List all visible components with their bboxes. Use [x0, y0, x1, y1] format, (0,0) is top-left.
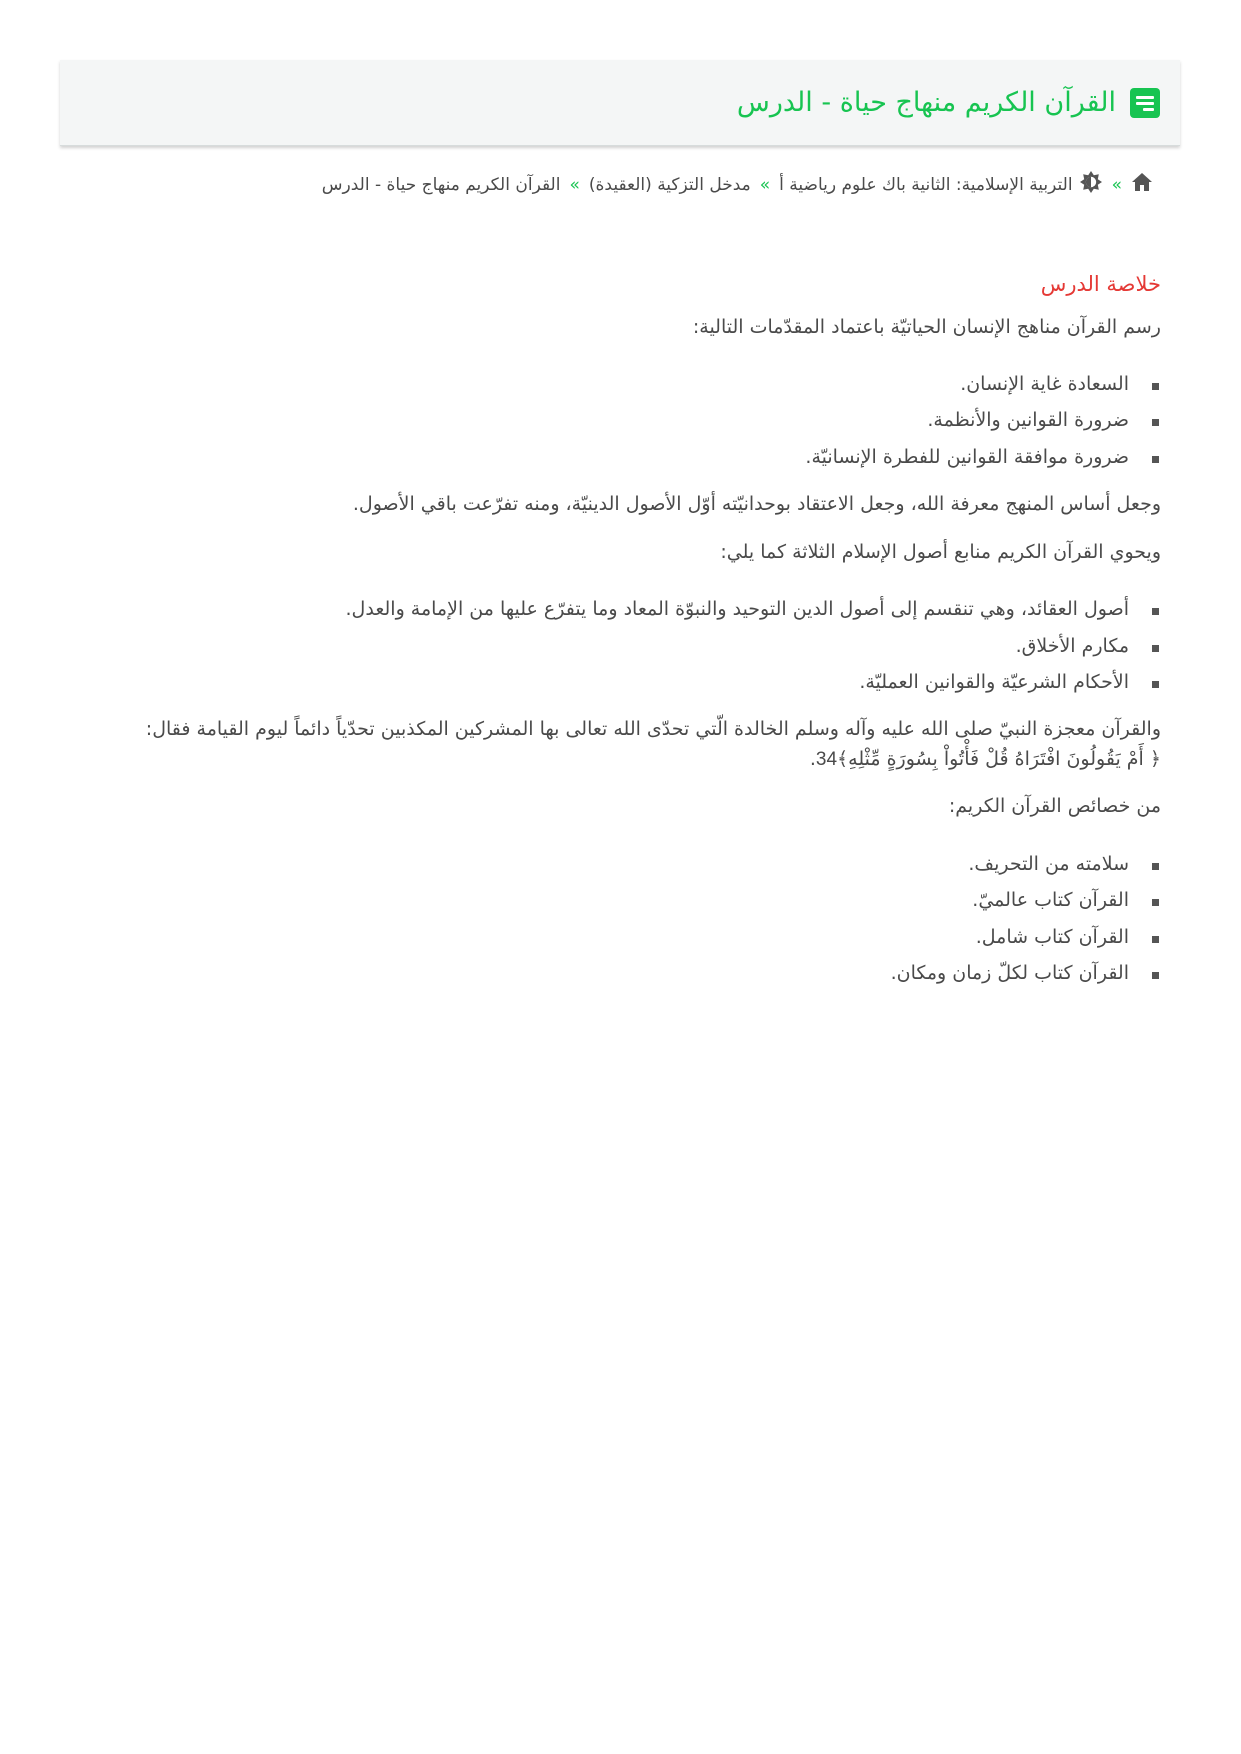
breadcrumb-separator: »: [569, 174, 580, 195]
list-item: سلامته من التحريف.: [75, 850, 1161, 879]
list-item: القرآن كتاب لكلّ زمان ومكان.: [75, 959, 1161, 988]
bullet-icon: [1152, 936, 1159, 943]
bullet-icon: [1152, 972, 1159, 979]
breadcrumb-item-unit[interactable]: مدخل التزكية (العقيدة): [588, 174, 751, 195]
bullet-icon: [1152, 456, 1159, 463]
bullet-icon: [1152, 899, 1159, 906]
list-item: مكارم الأخلاق.: [75, 632, 1161, 661]
bullet-icon: [1152, 419, 1159, 426]
bullet-icon: [1152, 383, 1159, 390]
list-item: ضرورة القوانين والأنظمة.: [75, 406, 1161, 435]
breadcrumb-item-course[interactable]: التربية الإسلامية: الثانية باك علوم رياضية أ: [779, 174, 1073, 195]
miracle-paragraph: [75, 715, 1161, 774]
home-icon[interactable]: [1131, 172, 1153, 197]
foundation-paragraph: وجعل أساس المنهج معرفة الله، وجعل الاعتقاد بوحدانيّته أوّل الأصول الدينيّة، ومنه تفرّعت باقي الأصول.: [352, 493, 1161, 516]
document-icon: [1130, 88, 1160, 118]
verse-reference: 34: [815, 748, 838, 770]
quran-verse-line: ﴿ أَمْ يَقُولُونَ افْتَرَاهُ قُلْ فَأْتُواْ بِسُورَةٍ مِّثْلِهِ﴾34.: [809, 747, 1161, 770]
sources-intro: ويحوي القرآن الكريم منابع أصول الإسلام الثلاثة كما يلي:: [720, 540, 1161, 563]
premises-list: [75, 360, 1161, 472]
list-item: ضرورة موافقة القوانين للفطرة الإنسانيّة.: [75, 443, 1161, 472]
section-title: خلاصة الدرس: [1040, 272, 1161, 296]
list-item: القرآن كتاب شامل.: [75, 923, 1161, 952]
sources-list: [75, 585, 1161, 697]
breadcrumb-item-current: القرآن الكريم منهاج حياة - الدرس: [321, 174, 561, 195]
bullet-icon: [1152, 645, 1159, 652]
quran-verse: ﴿ أَمْ يَقُولُونَ افْتَرَاهُ قُلْ فَأْتُواْ بِسُورَةٍ مِّثْلِهِ﴾: [837, 747, 1161, 770]
list-item: الأحكام الشرعيّة والقوانين العمليّة.: [75, 668, 1161, 697]
list-item: القرآن كتاب عالميّ.: [75, 886, 1161, 915]
list-item: السعادة غاية الإنسان.: [75, 370, 1161, 399]
list-item: أصول العقائد، وهي تنقسم إلى أصول الدين التوحيد والنبوّة المعاد وما يتفرّع عليها من الإمامة والعدل.: [75, 595, 1161, 624]
features-intro: من خصائص القرآن الكريم:: [948, 795, 1161, 818]
page-header: [60, 60, 1180, 146]
breadcrumb-separator: »: [1111, 174, 1122, 195]
bullet-icon: [1152, 608, 1159, 615]
features-list: [75, 840, 1161, 989]
breadcrumb: [322, 170, 1153, 199]
bullet-icon: [1152, 863, 1159, 870]
miracle-text: والقرآن معجزة النبيّ صلى الله عليه وآله وسلم الخالدة الّتي تحدّى الله تعالى بها المشركين المكذبين تحدّياً دائماً ليوم القيامة فقال:: [145, 718, 1161, 741]
bullet-icon: [1152, 681, 1159, 688]
breadcrumb-separator: »: [759, 174, 771, 195]
page-title: القرآن الكريم منهاج حياة - الدرس: [736, 87, 1116, 118]
brightness-icon: [1079, 170, 1103, 199]
intro-paragraph: رسم القرآن مناهج الإنسان الحياتيّة باعتماد المقدّمات التالية:: [692, 315, 1161, 338]
lesson-content: [75, 268, 1161, 1007]
